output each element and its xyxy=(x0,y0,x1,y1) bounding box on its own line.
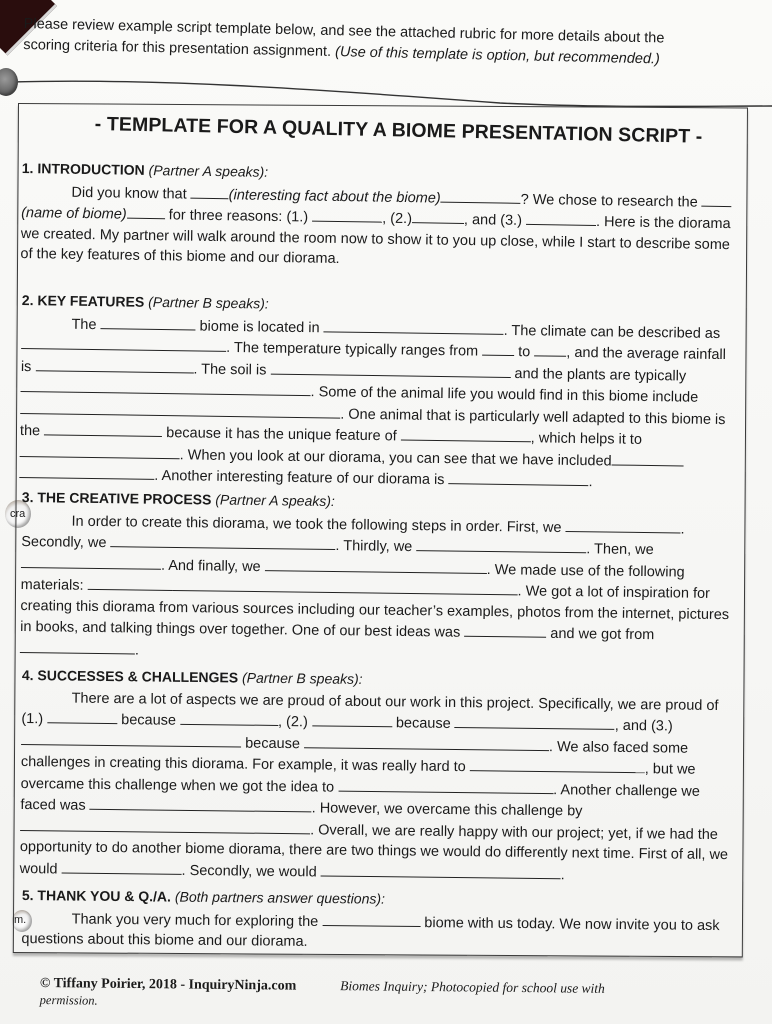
fill-in-blank[interactable] xyxy=(173,576,518,595)
hole-punch-middle-text: cra xyxy=(10,508,26,520)
fill-in-blank[interactable] xyxy=(20,637,135,653)
fill-in-blank[interactable] xyxy=(612,450,684,466)
section-paragraph: The biome is located in . The climate can be described as . The temperature typically ranges from to , and the average rainfall is . The soil is and the plants are typically . Some of the animal life you would find in this biome include . One animal that is particularly well adapted to this biome is the because it has the unique feature of , which helps it to . When you look at our diorama, you can see that we have included. Another interesting feature of our diorama is . xyxy=(19,312,739,494)
section-paragraph: There are a lot of aspects we are proud of about our work in this project. Specifically, we are proud of (1.) because , (2.) because , and (3.) because . We also faced some challenges in creating this diorama. For example, it was really hard to , but we overcame this challenge when we got the idea to . Another challenge we faced was . However, we overcame this challenge by . Overall, we are really happy with our project; yet, if we had the opportunity to do another biome diorama, there are two things we would do differently next time. First of all, we would . Secondly, we would . xyxy=(19,690,729,883)
fill-in-blank[interactable] xyxy=(62,858,182,874)
footer-permission: permission. xyxy=(39,992,98,1008)
section-speaker: (Partner A speaks): xyxy=(148,161,269,180)
section-5 xyxy=(21,885,740,957)
section-1 xyxy=(20,158,740,276)
section-paragraph: Thank you very much for exploring the biome with us today. We now invite you to ask questions about this biome and our diorama. xyxy=(21,911,720,950)
section-speaker: (Partner B speaks): xyxy=(241,669,363,687)
intro-note-text: Please review example script template below, and see the attached rubric for more details about the scoring criteria for this presentation assignment. xyxy=(23,15,665,60)
fill-in-blank[interactable] xyxy=(21,377,311,396)
fill-in-blank[interactable] xyxy=(441,187,521,203)
fill-in-blank[interactable] xyxy=(482,341,514,356)
fill-in-blank[interactable] xyxy=(20,815,310,833)
fill-in-blank[interactable] xyxy=(534,341,566,356)
fill-in-blank[interactable] xyxy=(180,710,278,726)
fill-in-blank[interactable] xyxy=(470,756,645,773)
fill-in-blank[interactable] xyxy=(312,711,392,727)
intro-note-italic: (Use of this template is option, but recommended.) xyxy=(334,44,661,68)
fill-in-blank[interactable] xyxy=(448,469,588,486)
section-title: 1. INTRODUCTION xyxy=(21,159,149,178)
section-paragraph: In order to create this diorama, we took the following steps in order. First, we . Secondly, we . Thirdly, we . Then, we . And finally, we . We made use of the following materials: . We got a lot of inspiration for creating this diorama from various sources including our teacher’s examples, photos from the internet, pictures in books, and talking things over together. One of our best ideas was and we got from . xyxy=(20,513,730,659)
fill-in-blank[interactable] xyxy=(191,183,229,199)
fill-in-blank[interactable] xyxy=(88,575,173,591)
fill-in-blank[interactable] xyxy=(127,204,165,220)
hole-punch-bottom-text: m. xyxy=(14,914,27,926)
footer-copyright: © Tiffany Poirier, 2018 - InquiryNinja.com xyxy=(39,975,297,994)
footer-source: Biomes Inquiry; Photocopied for school use with xyxy=(340,978,605,996)
section-speaker: (Both partners answer questions): xyxy=(174,888,386,907)
fill-in-blank[interactable] xyxy=(20,398,340,418)
template-title: - TEMPLATE FOR A QUALITY A BIOME PRESENTATION SCRIPT - xyxy=(94,113,703,148)
section-title: 3. THE CREATIVE PROCESS xyxy=(21,488,216,508)
fill-in-blank[interactable] xyxy=(324,317,504,335)
fill-in-blank[interactable] xyxy=(100,314,195,330)
fill-in-blank[interactable] xyxy=(304,733,549,751)
fill-in-blank[interactable] xyxy=(416,536,586,553)
section-3 xyxy=(20,487,740,668)
section-speaker: (Partner A speaks): xyxy=(215,491,335,510)
blank-hint: (interesting fact about the biome) xyxy=(228,186,441,207)
fill-in-blank[interactable] xyxy=(47,708,117,724)
fill-in-blank[interactable] xyxy=(90,795,312,813)
fill-in-blank[interactable] xyxy=(21,552,161,569)
section-2 xyxy=(19,290,740,495)
fill-in-blank[interactable] xyxy=(464,622,546,638)
section-title: 4. SUCCESSES & CHALLENGES xyxy=(21,666,243,686)
fill-in-blank[interactable] xyxy=(566,517,681,533)
section-4 xyxy=(20,665,740,887)
fill-in-blank[interactable] xyxy=(265,556,487,574)
fill-in-blank[interactable] xyxy=(270,359,510,377)
section-paragraph: Did you know that (interesting fact about the biome) ? We chose to research the (name of biome) for three reasons: (1.) , (2.) , and (3.) . Here is the diorama we created. My partner will walk around the room now to show it to you up close, while I start to describe some of the key features of this biome and our diorama. xyxy=(20,184,731,268)
intro-note xyxy=(23,14,714,72)
fill-in-blank[interactable] xyxy=(526,210,596,226)
fill-in-blank[interactable] xyxy=(21,729,241,747)
section-title: 5. THANK YOU & Q./A. xyxy=(21,886,175,905)
fill-in-blank[interactable] xyxy=(412,208,464,224)
fill-in-blank[interactable] xyxy=(321,861,561,879)
blank-hint: (name of biome) xyxy=(21,204,127,223)
fill-in-blank[interactable] xyxy=(44,420,162,437)
fill-in-blank[interactable] xyxy=(35,356,193,373)
footer xyxy=(40,974,730,1016)
fill-in-blank[interactable] xyxy=(338,776,553,793)
fill-in-blank[interactable] xyxy=(110,532,335,550)
fill-in-blank[interactable] xyxy=(401,425,531,442)
fill-in-blank[interactable] xyxy=(20,441,180,458)
fill-in-blank[interactable] xyxy=(455,713,615,730)
section-title: 2. KEY FEATURES xyxy=(21,291,149,310)
fill-in-blank[interactable] xyxy=(702,191,732,206)
fill-in-blank[interactable] xyxy=(312,207,382,223)
section-speaker: (Partner B speaks): xyxy=(148,293,269,312)
fill-in-blank[interactable] xyxy=(19,463,154,480)
fill-in-blank[interactable] xyxy=(322,911,420,927)
fill-in-blank[interactable] xyxy=(21,334,226,352)
